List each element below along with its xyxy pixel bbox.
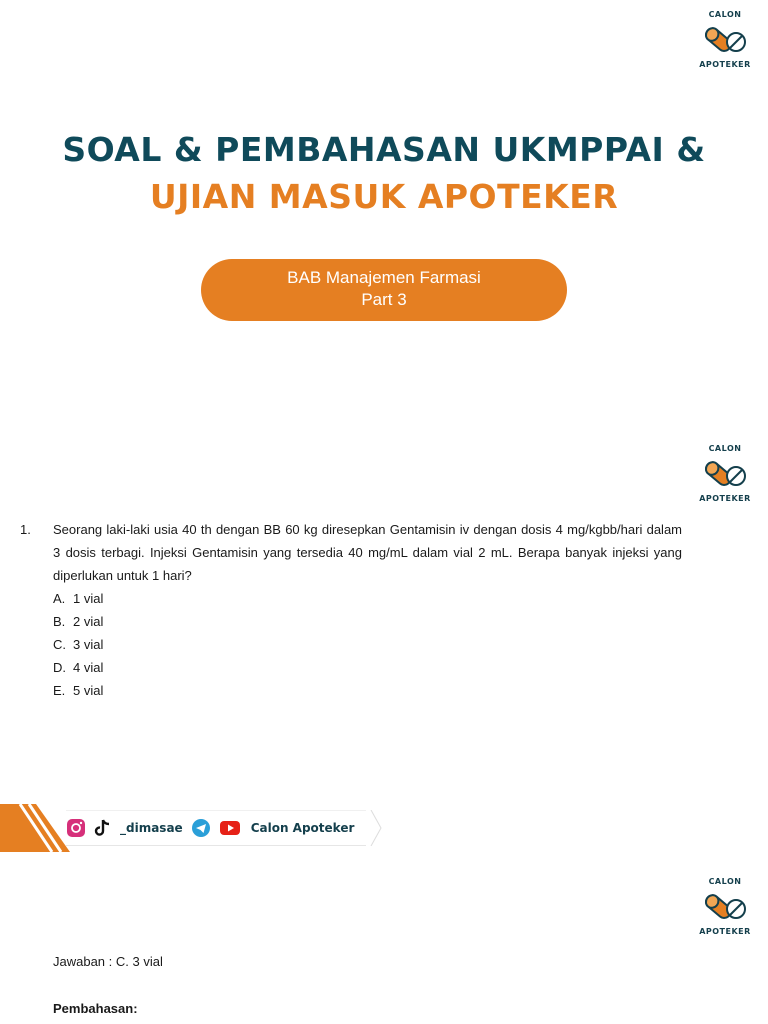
tiktok-icon[interactable] <box>94 818 112 838</box>
capsule-tablet-icon <box>702 889 748 925</box>
logo-bottom-word: APOTEKER <box>699 927 751 936</box>
social-handle: _dimasae <box>120 821 183 835</box>
logo-bottom-word: APOTEKER <box>699 494 751 503</box>
answer-options <box>53 587 682 702</box>
option-letter: D. <box>53 660 66 675</box>
page-title-line1: SOAL & PEMBAHASAN UKMPPAI & <box>62 130 706 169</box>
option-letter: A. <box>53 591 66 606</box>
logo-bottom-word: APOTEKER <box>699 60 751 69</box>
option-text: 2 vial <box>73 614 104 629</box>
calon-apoteker-logo <box>697 10 753 70</box>
option-e <box>53 679 682 702</box>
social-bar <box>66 810 366 846</box>
chapter-badge <box>201 259 567 321</box>
question-text: Seorang laki-laki usia 40 th dengan BB 60 kg diresepkan Gentamisin iv dengan dosis 4 mg/kgbb/hari dalam 3 dosis terbagi. Injeksi Gentamisin yang tersedia 40 mg/mL dalam vial 2 mL. Berapa banyak injeksi yang diperlukan untuk 1 hari? <box>53 522 682 583</box>
answer-text: Jawaban : C. 3 vial <box>53 954 163 969</box>
channel-name: Calon Apoteker <box>250 821 355 835</box>
logo-top-word: CALON <box>708 10 742 19</box>
option-text: 4 vial <box>73 660 104 675</box>
capsule-tablet-icon <box>702 456 748 492</box>
option-text: 1 vial <box>73 591 104 606</box>
chapter-part: Part 3 <box>361 290 407 309</box>
logo-top-word: CALON <box>708 444 742 453</box>
stripe-decoration <box>0 804 72 852</box>
question-block <box>20 518 682 702</box>
option-letter: C. <box>53 637 66 652</box>
chevron-right-icon <box>370 810 382 846</box>
option-text: 5 vial <box>73 683 104 698</box>
calon-apoteker-logo <box>697 444 753 504</box>
calon-apoteker-logo <box>697 877 753 937</box>
logo-top-word: CALON <box>708 877 742 886</box>
option-c <box>53 633 682 656</box>
youtube-icon[interactable] <box>219 820 241 836</box>
capsule-tablet-icon <box>702 22 748 58</box>
social-banner <box>0 804 390 852</box>
page-title-line2: UJIAN MASUK APOTEKER <box>149 177 619 216</box>
option-text: 3 vial <box>73 637 104 652</box>
instagram-icon[interactable] <box>66 818 86 838</box>
option-a <box>53 587 682 610</box>
explanation-title: Pembahasan: <box>53 1001 138 1016</box>
option-letter: B. <box>53 614 66 629</box>
option-b <box>53 610 682 633</box>
chapter-title: BAB Manajemen Farmasi <box>287 268 481 287</box>
option-letter: E. <box>53 683 66 698</box>
option-d <box>53 656 682 679</box>
telegram-icon[interactable] <box>191 818 211 838</box>
question-number: 1. <box>20 522 31 537</box>
